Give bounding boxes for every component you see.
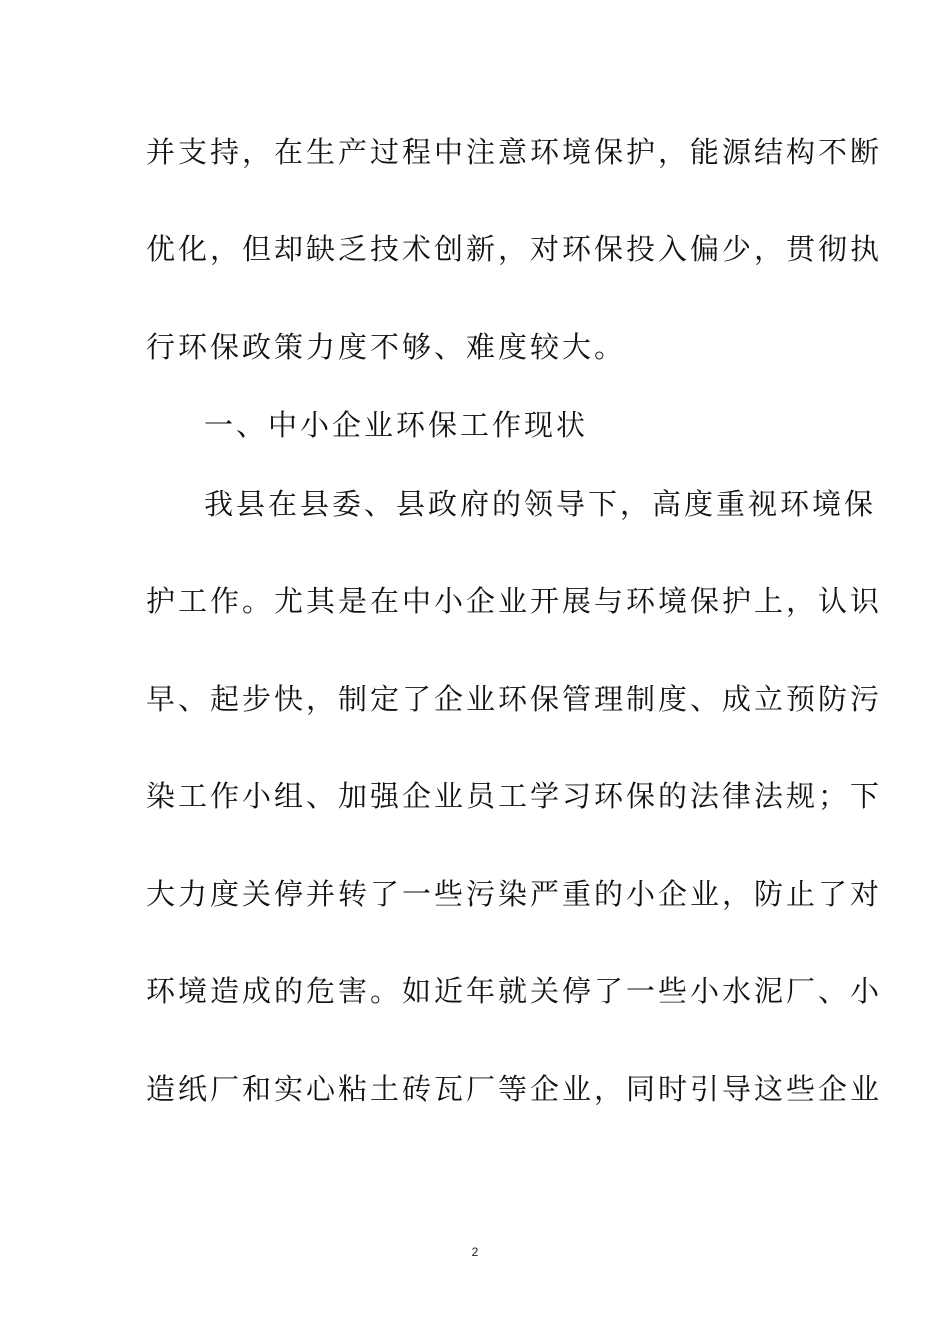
body-text-line: 早、起步快，制定了企业环保管理制度、成立预防污 [146,682,883,716]
body-text-line: 大力度关停并转了一些污染严重的小企业，防止了对 [146,877,883,911]
body-text-line: 我县在县委、县政府的领导下，高度重视环境保 [204,487,877,521]
body-text-line: 并支持，在生产过程中注意环境保护，能源结构不断 [146,135,883,169]
body-text-line: 护工作。尤其是在中小企业开展与环境保护上，认识 [146,584,883,618]
body-text-line: 优化，但却缺乏技术创新，对环保投入偏少，贯彻执 [146,232,883,266]
body-text-line: 染工作小组、加强企业员工学习环保的法律法规；下 [146,779,883,813]
page-number: 2 [471,1245,479,1259]
body-text-line: 行环保政策力度不够、难度较大。 [146,330,627,364]
section-heading: 一、中小企业环保工作现状 [204,408,589,442]
body-text-line: 环境造成的危害。如近年就关停了一些小水泥厂、小 [146,974,883,1008]
body-text-line: 造纸厂和实心粘土砖瓦厂等企业，同时引导这些企业 [146,1072,883,1106]
